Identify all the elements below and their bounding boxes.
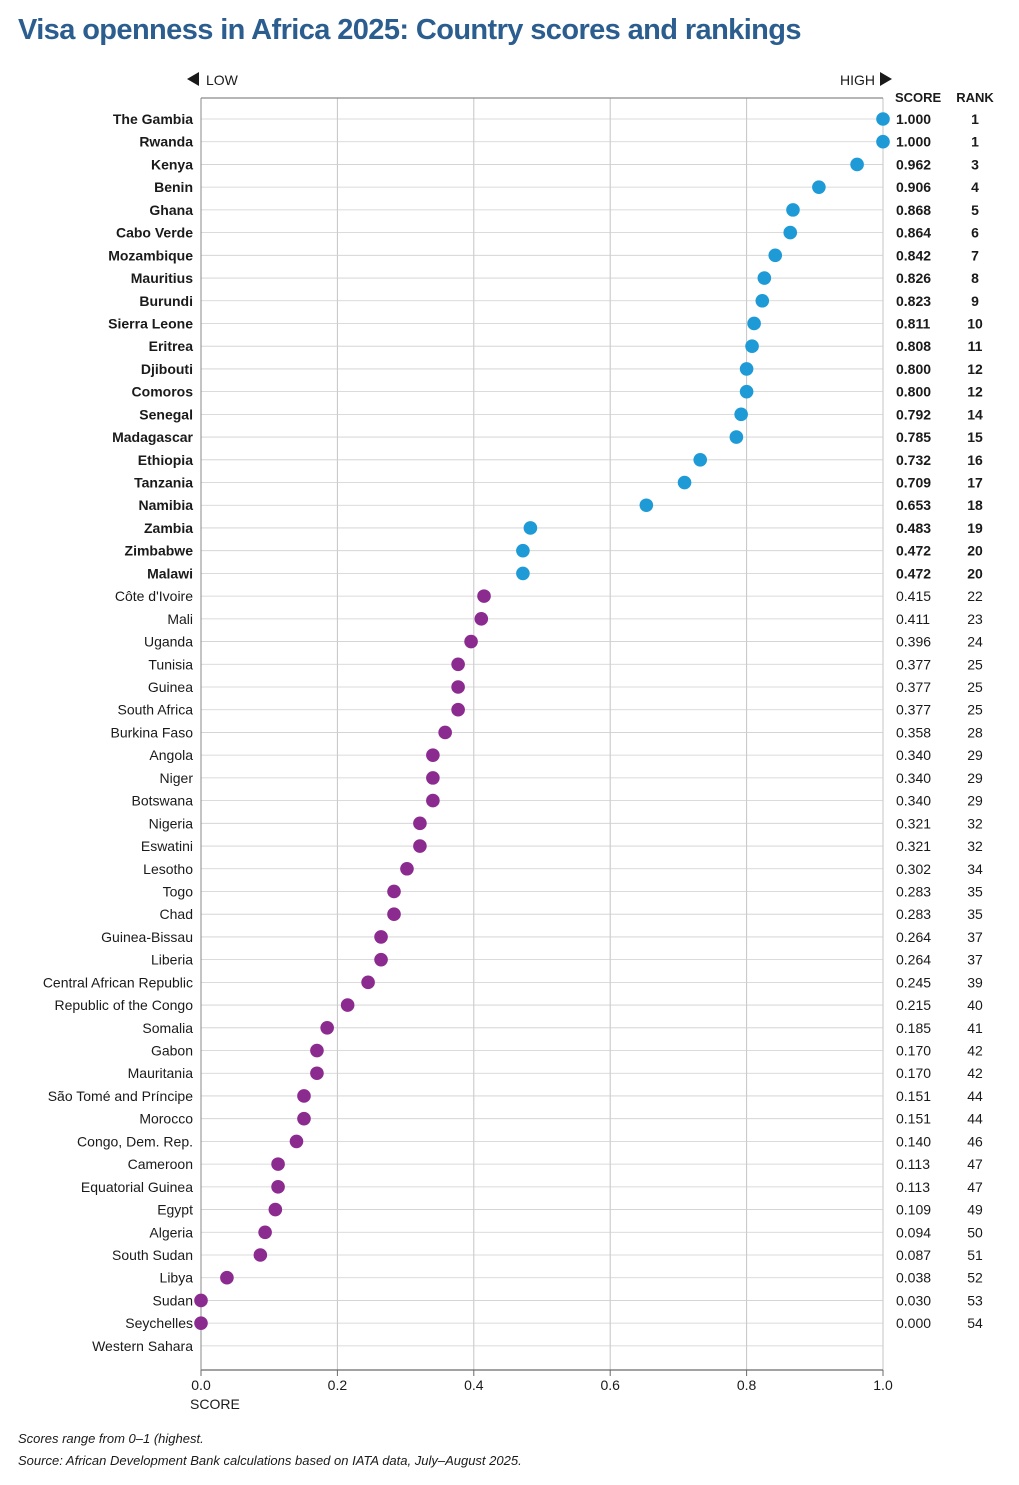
country-label: Côte d'Ivoire xyxy=(114,588,193,605)
country-label: Botswana xyxy=(131,792,193,809)
score-value: 0.038 xyxy=(896,1269,932,1286)
score-dot xyxy=(426,771,440,785)
low-label: LOW xyxy=(206,72,238,88)
rank-value: 50 xyxy=(967,1224,983,1241)
country-label: Benin xyxy=(154,179,193,196)
score-dot xyxy=(812,180,826,194)
score-dot xyxy=(678,476,692,490)
rank-value: 41 xyxy=(967,1019,983,1036)
country-label: Ethiopia xyxy=(137,451,193,468)
x-axis-ticks xyxy=(190,1370,893,1412)
rank-value: 25 xyxy=(967,679,983,695)
score-value: 0.811 xyxy=(896,315,931,332)
country-label: South Sudan xyxy=(112,1247,193,1263)
rank-value: 35 xyxy=(967,883,983,900)
rank-value: 19 xyxy=(967,519,983,536)
score-dot xyxy=(374,930,388,944)
rank-value: 32 xyxy=(967,815,983,832)
grid-lines xyxy=(201,98,883,1370)
country-label: Zambia xyxy=(143,519,193,536)
score-value: 0.415 xyxy=(896,588,932,605)
score-value: 0.800 xyxy=(896,360,932,377)
country-label: Morocco xyxy=(139,1110,193,1127)
chart-notes xyxy=(18,1428,522,1472)
rank-value: 20 xyxy=(967,565,983,582)
score-value: 0.823 xyxy=(896,292,932,309)
country-label: Angola xyxy=(149,747,193,764)
score-dot xyxy=(740,362,754,376)
score-value: 0.906 xyxy=(896,179,932,196)
country-label: Togo xyxy=(162,883,193,900)
country-label: Burundi xyxy=(139,292,193,309)
score-value: 0.151 xyxy=(896,1087,932,1104)
score-dot xyxy=(758,271,772,285)
score-value: 0.109 xyxy=(896,1201,932,1218)
score-dot xyxy=(640,498,654,512)
high-label: HIGH xyxy=(840,72,875,88)
score-dot xyxy=(876,112,890,126)
rank-value: 52 xyxy=(967,1269,983,1286)
country-label: Tanzania xyxy=(134,474,193,491)
score-value: 0.842 xyxy=(896,247,932,264)
score-dot xyxy=(297,1112,311,1126)
score-dot xyxy=(745,339,759,353)
score-value: 0.396 xyxy=(896,633,932,650)
x-tick-label: 1.0 xyxy=(873,1377,893,1393)
x-tick-label: 0.4 xyxy=(464,1377,484,1393)
score-value: 0.215 xyxy=(896,997,932,1014)
score-dot xyxy=(516,544,530,558)
score-dot xyxy=(524,521,538,535)
country-label: Mali xyxy=(167,610,193,627)
score-value: 0.826 xyxy=(896,270,932,287)
score-dot xyxy=(413,839,427,853)
score-value: 0.170 xyxy=(896,1065,932,1082)
country-label: Eswatini xyxy=(140,838,193,855)
score-value: 0.808 xyxy=(896,338,932,355)
score-value: 0.170 xyxy=(896,1042,932,1059)
country-label: Nigeria xyxy=(148,815,193,832)
country-label: Sudan xyxy=(152,1292,193,1309)
country-label: São Tomé and Príncipe xyxy=(47,1087,193,1104)
score-dot xyxy=(740,385,754,399)
country-label: Senegal xyxy=(139,406,193,423)
rank-value: 12 xyxy=(967,360,983,377)
score-dot xyxy=(783,226,797,240)
x-axis-title: SCORE xyxy=(190,1396,240,1412)
score-values xyxy=(896,111,931,1331)
score-value: 0.030 xyxy=(896,1292,932,1309)
country-label: Sierra Leone xyxy=(108,315,193,332)
score-value: 0.185 xyxy=(896,1019,932,1036)
rank-value: 7 xyxy=(971,247,979,264)
country-label: Madagascar xyxy=(112,429,193,446)
rank-value: 14 xyxy=(967,406,983,423)
rank-value: 54 xyxy=(967,1315,983,1332)
country-label: Libya xyxy=(159,1269,193,1286)
score-dot xyxy=(850,158,864,172)
country-label: Western Sahara xyxy=(92,1337,193,1354)
country-label: Niger xyxy=(159,769,193,786)
score-dot xyxy=(271,1180,285,1194)
rank-value: 51 xyxy=(967,1247,983,1263)
country-label: South Africa xyxy=(117,701,193,718)
rank-value: 32 xyxy=(967,838,983,855)
country-label: Seychelles xyxy=(125,1315,193,1332)
score-dot xyxy=(730,430,744,444)
score-dot xyxy=(297,1089,311,1103)
x-tick-label: 0.8 xyxy=(736,1377,757,1393)
score-value: 0.411 xyxy=(896,610,930,627)
score-dot xyxy=(341,998,355,1012)
rank-value: 29 xyxy=(967,747,983,764)
score-dot xyxy=(271,1157,285,1171)
x-tick-label: 0.0 xyxy=(191,1377,211,1393)
source-note: Source: African Development Bank calculations based on IATA data, July–August 2025. xyxy=(18,1453,522,1468)
country-label: Ghana xyxy=(149,201,193,218)
rank-value: 23 xyxy=(967,610,983,627)
rank-value: 12 xyxy=(967,383,983,400)
rank-value: 44 xyxy=(967,1087,983,1104)
rank-value: 20 xyxy=(967,542,983,559)
rank-value: 11 xyxy=(967,338,983,355)
rank-value: 53 xyxy=(967,1292,983,1309)
country-label: Cameroon xyxy=(127,1156,193,1173)
rank-value: 15 xyxy=(967,429,983,446)
country-labels xyxy=(43,111,194,1354)
country-label: Tunisia xyxy=(148,656,193,673)
rank-value: 46 xyxy=(967,1133,983,1150)
score-value: 0.483 xyxy=(896,519,932,536)
rank-value: 24 xyxy=(967,633,983,650)
rank-value: 47 xyxy=(967,1178,983,1195)
score-dot xyxy=(269,1203,283,1217)
score-dot xyxy=(451,680,465,694)
score-dot xyxy=(310,1044,324,1058)
country-label: Egypt xyxy=(157,1201,193,1218)
rank-value: 42 xyxy=(967,1065,983,1082)
x-tick-label: 0.2 xyxy=(327,1377,348,1393)
column-headers xyxy=(187,72,994,105)
score-dot xyxy=(220,1271,234,1285)
rank-value: 44 xyxy=(967,1110,983,1127)
rank-value: 29 xyxy=(967,769,983,786)
rank-value: 40 xyxy=(967,997,983,1014)
score-value: 0.377 xyxy=(896,701,932,718)
score-dot xyxy=(876,135,890,149)
rank-value: 35 xyxy=(967,906,983,923)
score-range-note: Scores range from 0–1 (highest. xyxy=(18,1431,204,1446)
score-value: 0.868 xyxy=(896,201,932,218)
score-value: 0.792 xyxy=(896,406,932,423)
rank-column-header: RANK xyxy=(956,90,994,105)
score-value: 0.140 xyxy=(896,1133,932,1150)
score-value: 0.358 xyxy=(896,724,932,741)
country-label: The Gambia xyxy=(112,111,193,127)
rank-values xyxy=(967,111,983,1331)
score-dot xyxy=(387,907,401,921)
score-value: 0.151 xyxy=(896,1110,932,1127)
axes xyxy=(201,98,883,1370)
high-arrow-icon xyxy=(880,72,892,86)
country-label: Rwanda xyxy=(139,133,193,150)
score-dot xyxy=(400,862,414,876)
score-dot xyxy=(310,1066,324,1080)
country-label: Burkina Faso xyxy=(110,724,193,741)
chart-title: Visa openness in Africa 2025: Country scores and rankings xyxy=(18,14,801,46)
rank-value: 37 xyxy=(967,928,983,945)
score-dot xyxy=(451,703,465,717)
rank-value: 39 xyxy=(967,974,983,991)
country-label: Kenya xyxy=(150,156,193,173)
score-dot xyxy=(755,294,769,308)
country-label: Eritrea xyxy=(148,338,193,355)
score-dot xyxy=(194,1316,208,1330)
score-value: 0.113 xyxy=(896,1156,930,1173)
score-dot xyxy=(464,635,478,649)
country-label: Mauritania xyxy=(127,1065,193,1082)
rank-value: 8 xyxy=(971,270,979,287)
rank-value: 29 xyxy=(967,792,983,809)
score-dots xyxy=(194,112,890,1330)
score-value: 0.113 xyxy=(896,1178,930,1195)
country-label: Mauritius xyxy=(130,270,193,287)
score-dot xyxy=(451,657,465,671)
score-dot xyxy=(438,726,452,740)
score-value: 0.321 xyxy=(896,838,932,855)
country-label: Comoros xyxy=(131,383,193,400)
country-label: Guinea xyxy=(147,679,193,695)
country-label: Uganda xyxy=(143,633,193,650)
rank-value: 17 xyxy=(967,474,983,491)
score-value: 0.962 xyxy=(896,156,932,173)
score-dot xyxy=(290,1135,304,1149)
x-tick-label: 0.6 xyxy=(600,1377,620,1393)
score-dot xyxy=(254,1248,268,1262)
score-value: 0.321 xyxy=(896,815,932,832)
rank-value: 9 xyxy=(971,292,979,309)
score-value: 0.377 xyxy=(896,656,932,673)
score-value: 0.340 xyxy=(896,769,932,786)
rank-value: 1 xyxy=(971,111,979,127)
score-dot xyxy=(361,976,375,990)
score-dot xyxy=(747,317,761,331)
rank-value: 10 xyxy=(967,315,983,332)
rank-value: 18 xyxy=(967,497,983,514)
rank-value: 22 xyxy=(967,588,983,605)
rank-value: 42 xyxy=(967,1042,983,1059)
country-label: Equatorial Guinea xyxy=(80,1178,193,1195)
score-dot xyxy=(475,612,489,626)
score-value: 0.864 xyxy=(896,224,932,241)
score-value: 1.000 xyxy=(896,111,932,127)
score-dot xyxy=(426,794,440,808)
score-dot xyxy=(374,953,388,967)
country-label: Malawi xyxy=(147,565,193,582)
score-value: 0.800 xyxy=(896,383,932,400)
score-value: 0.245 xyxy=(896,974,932,991)
score-value: 0.377 xyxy=(896,679,932,695)
score-value: 0.653 xyxy=(896,497,932,514)
score-value: 0.087 xyxy=(896,1247,932,1263)
country-label: Somalia xyxy=(142,1019,193,1036)
rank-value: 34 xyxy=(967,860,983,877)
rank-value: 49 xyxy=(967,1201,983,1218)
score-dot xyxy=(320,1021,334,1035)
country-label: Lesotho xyxy=(143,860,193,877)
score-dot xyxy=(693,453,707,467)
score-column-header: SCORE xyxy=(895,90,942,105)
score-value: 1.000 xyxy=(896,133,932,150)
country-label: Republic of the Congo xyxy=(54,997,193,1014)
country-label: Zimbabwe xyxy=(124,542,193,559)
score-dot xyxy=(477,589,491,603)
score-dot xyxy=(768,249,782,263)
country-label: Mozambique xyxy=(108,247,193,264)
rank-value: 3 xyxy=(971,156,979,173)
score-value: 0.283 xyxy=(896,883,932,900)
score-value: 0.094 xyxy=(896,1224,932,1241)
country-label: Congo, Dem. Rep. xyxy=(77,1133,193,1150)
score-dot xyxy=(426,748,440,762)
country-label: Algeria xyxy=(149,1224,193,1241)
rank-value: 37 xyxy=(967,951,983,968)
score-value: 0.340 xyxy=(896,747,932,764)
country-label: Gabon xyxy=(150,1042,193,1059)
rank-value: 25 xyxy=(967,701,983,718)
country-label: Central African Republic xyxy=(42,974,193,991)
score-value: 0.264 xyxy=(896,951,932,968)
score-value: 0.264 xyxy=(896,928,932,945)
score-value: 0.302 xyxy=(896,860,932,877)
rank-value: 47 xyxy=(967,1156,983,1173)
score-value: 0.000 xyxy=(896,1315,932,1332)
country-label: Djibouti xyxy=(140,360,193,377)
country-label: Guinea-Bissau xyxy=(101,928,193,945)
low-arrow-icon xyxy=(187,72,199,86)
rank-value: 1 xyxy=(971,133,979,150)
score-dot xyxy=(387,885,401,899)
score-dot xyxy=(516,567,530,581)
score-value: 0.283 xyxy=(896,906,932,923)
rank-value: 28 xyxy=(967,724,983,741)
score-value: 0.732 xyxy=(896,451,932,468)
country-label: Namibia xyxy=(138,497,193,514)
rank-value: 5 xyxy=(971,201,979,218)
score-value: 0.785 xyxy=(896,429,932,446)
score-dot xyxy=(258,1225,272,1239)
score-value: 0.472 xyxy=(896,565,932,582)
rank-value: 6 xyxy=(971,224,979,241)
rank-value: 4 xyxy=(971,179,979,196)
score-dot xyxy=(734,408,748,422)
country-label: Chad xyxy=(159,906,193,923)
rank-value: 16 xyxy=(967,451,983,468)
score-dot xyxy=(194,1294,208,1308)
country-label: Cabo Verde xyxy=(115,224,193,241)
score-value: 0.709 xyxy=(896,474,932,491)
score-dot xyxy=(413,817,427,831)
country-label: Liberia xyxy=(150,951,193,968)
score-value: 0.340 xyxy=(896,792,932,809)
rank-value: 25 xyxy=(967,656,983,673)
score-value: 0.472 xyxy=(896,542,932,559)
score-dot xyxy=(786,203,800,217)
